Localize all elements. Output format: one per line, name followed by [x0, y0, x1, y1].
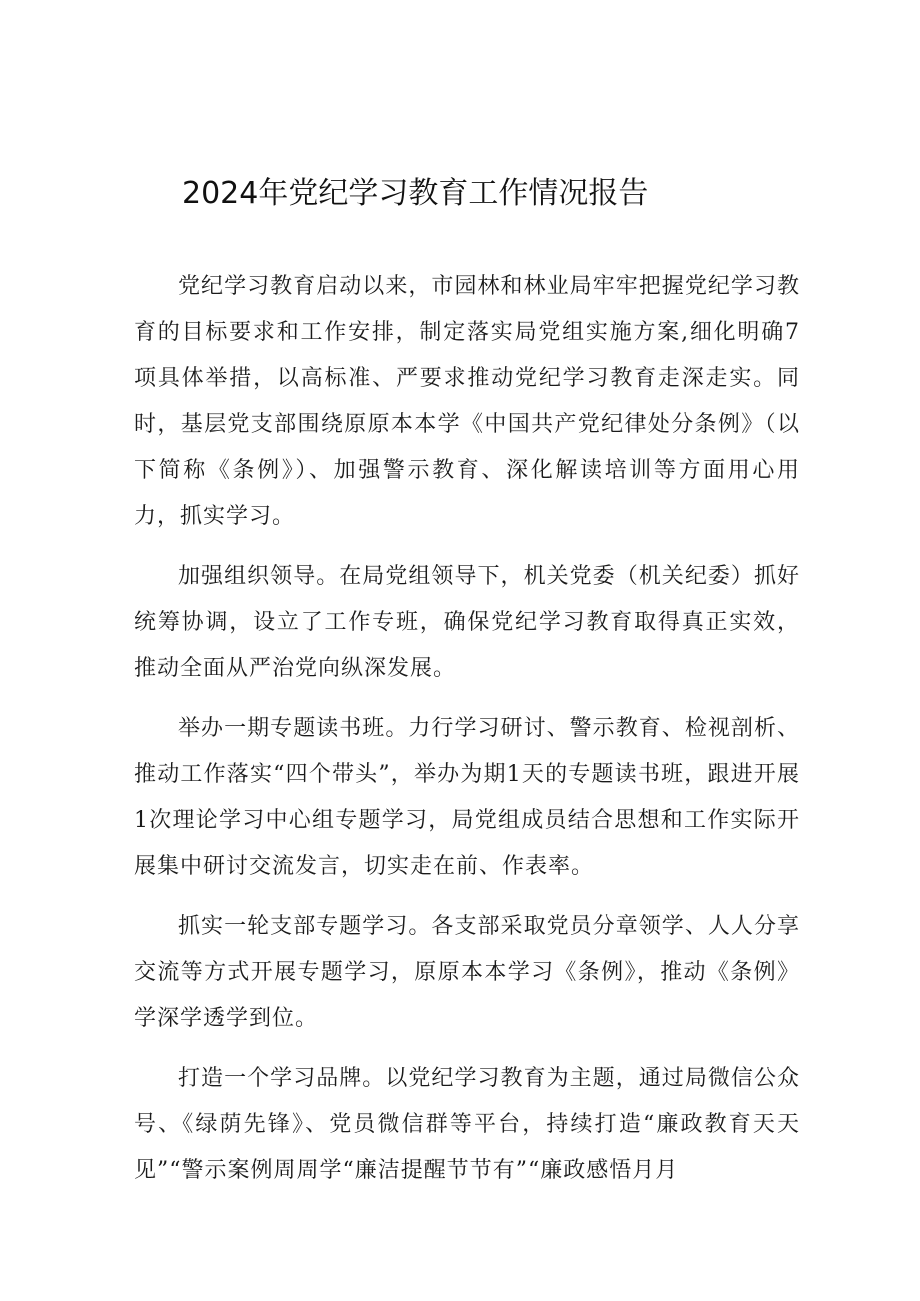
paragraph-reading-class: 举办一期专题读书班。力行学习研讨、警示教育、检视剖析、推动工作落实“四个带头”，举办为期1天的专题读书班，跟进开展1次理论学习中心组专题学习，局党组成员结合思想和工作实际开展集中研讨交流发言，切实走在前、作表率。 [134, 716, 800, 879]
paragraph-intro: 党纪学习教育启动以来，市园林和林业局牢牢把握党纪学习教育的目标要求和工作安排，制定落实局党组实施方案,细化明确7项具体举措，以高标准、严要求推动党纪学习教育走深走实。同时，基层党支部围绕原原本本学《中国共产党纪律处分条例》（以下简称《条例》）、加强警示教育、深化解读培训等方面用心用力，抓实学习。 [134, 274, 800, 529]
paragraph-branch-study: 抓实一轮支部专题学习。各支部采取党员分章领学、人人分享交流等方式开展专题学习，原原本本学习《条例》，推动《条例》学深学透学到位。 [134, 914, 800, 1031]
paragraph-learning-brand: 打造一个学习品牌。以党纪学习教育为主题，通过局微信公众号、《绿荫先锋》、党员微信群等平台，持续打造“廉政教育天天见”“警示案例周周学“廉洁提醒节节有”“廉政感悟月月 [134, 1066, 800, 1183]
document-title: 2024年党纪学习教育工作情况报告 [182, 176, 649, 211]
paragraph-organization: 加强组织领导。在局党组领导下，机关党委（机关纪委）抓好统筹协调，设立了工作专班，确保党纪学习教育取得真正实效，推动全面从严治党向纵深发展。 [134, 564, 800, 681]
document-body [134, 264, 800, 1194]
